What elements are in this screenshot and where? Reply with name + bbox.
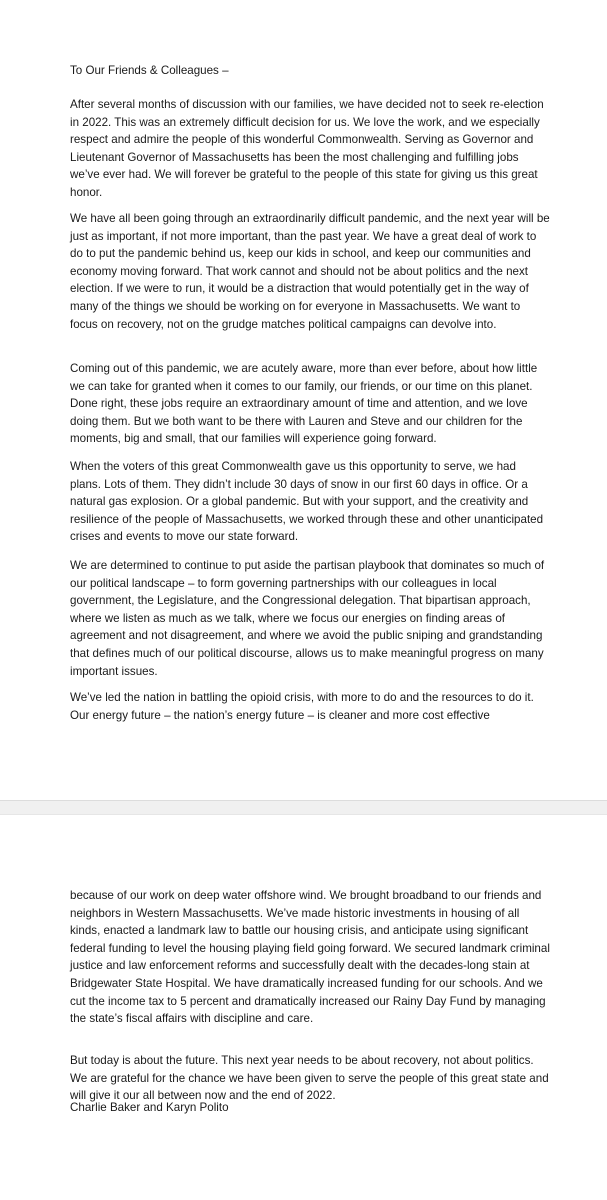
letter-paragraph-3: Coming out of this pandemic, we are acutely aware, more than ever before, about how little we can take for granted when it comes to our family, our friends, or our time on this planet. Done right, these jobs require an extraordinary amount of time and attention, and we love doing them. But we both want to be there with Lauren and Steve and our children for the moments, big and small, that our families will experience going forward. — [70, 362, 538, 446]
letter-paragraph-5: We are determined to continue to put aside the partisan playbook that dominates so much of our political landscape – to form governing partnerships with our colleagues in local government, the Legislature, and the Congressional delegation. That bipartisan approach, where we listen as much as we talk, where we focus our energies on finding areas of agreement and not disagreement, and where we avoid the public sniping and grandstanding that defines much of our political discourse, allows us to make meaningful progress on many important issues. — [70, 559, 545, 678]
letter-signature: Charlie Baker and Karyn Polito — [70, 1101, 229, 1114]
letter-paragraph-1: After several months of discussion with our families, we have decided not to seek re-election in 2022. This was an extremely difficult decision for us. We love the work, and we especially respect and admire the people of this wonderful Commonwealth. Serving as Governor and Lieutenant Governor of Massachusetts has been the most challenging and fulfilling jobs we’ve ever had. We will forever be grateful to the people of this state for giving us this great honor. — [70, 98, 544, 199]
letter-paragraph-7: because of our work on deep water offshore wind. We brought broadband to our friends and neighbors in Western Massachusetts. We’ve made historic investments in housing of all kinds, enacted a landmark law to battle our housing crisis, and anticipate using significant federal funding to level the housing playing field going forward. We secured landmark criminal justice and law enforcement reforms and successfully dealt with the decades-long stain at Bridgewater State Hospital. We have dramatically increased funding for our schools. And we cut the income tax to 5 percent and dramatically increased our Rainy Day Fund by managing the state’s fiscal affairs with discipline and care. — [70, 889, 550, 1026]
letter-paragraph-8: But today is about the future. This next year needs to be about recovery, not about politics. We are grateful for the chance we have been given to serve the people of this great state and will give it our all between now and the end of 2022. — [70, 1054, 549, 1103]
letter-paragraph-6: We’ve led the nation in battling the opioid crisis, with more to do and the resources to do it. Our energy future – the nation’s energy future – is cleaner and more cost effective — [70, 691, 534, 722]
letter-paragraph-4: When the voters of this great Commonwealth gave us this opportunity to serve, we had plans. Lots of them. They didn’t include 30 days of snow in our first 60 days in office. Or a natural gas explosion. Or a global pandemic. But with your support, and the creativity and resilience of the people of Massachusetts, we worked through these and other unanticipated crises and events to move our state forward. — [70, 460, 544, 544]
letter-paragraph-2: We have all been going through an extraordinarily difficult pandemic, and the next year will be just as important, if not more important, than the past year. We have a great deal of work to do to put the pandemic behind us, keep our kids in school, and keep our communities and economy moving forward. That work cannot and should not be about politics and the next election. If we were to run, it would be a distraction that would potentially get in the way of many of the things we should be working on for everyone in Massachusetts. We want to focus on recovery, not on the grudge matches political campaigns can devolve into. — [70, 212, 550, 331]
letter-greeting: To Our Friends & Colleagues – — [70, 64, 229, 77]
page-separator — [0, 800, 607, 815]
